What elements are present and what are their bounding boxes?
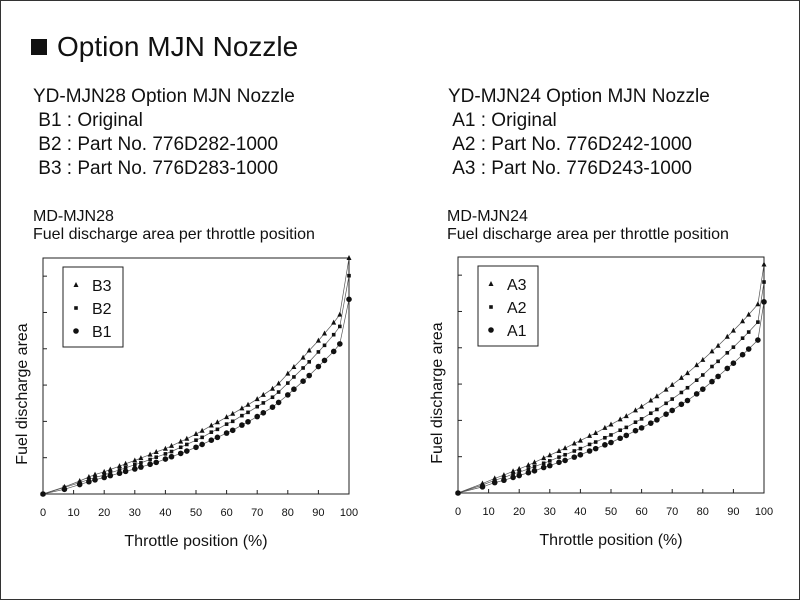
right-point-A3 <box>725 334 730 339</box>
left-point-B3 <box>239 405 244 410</box>
left-point-B2 <box>240 414 244 418</box>
right-point-A1 <box>700 386 706 392</box>
left-line-b1: B1 : Original <box>33 110 143 131</box>
left-point-B1 <box>224 430 230 436</box>
left-point-B1 <box>209 437 215 443</box>
left-point-B1 <box>239 422 245 428</box>
left-point-B1 <box>62 486 68 492</box>
right-legend-marker-A1 <box>488 327 494 333</box>
right-point-A3 <box>664 387 669 392</box>
left-point-B2 <box>170 450 174 454</box>
left-point-B1 <box>199 442 205 448</box>
left-point-B1 <box>322 358 328 364</box>
right-point-A2 <box>640 417 644 421</box>
right-point-A3 <box>593 430 598 435</box>
left-legend-label-B2: B2 <box>92 301 112 318</box>
right-point-A2 <box>542 461 546 465</box>
right-point-A1 <box>694 391 700 397</box>
right-point-A1 <box>724 366 730 372</box>
left-point-B2 <box>139 461 143 465</box>
right-point-A1 <box>648 420 654 426</box>
right-legend-marker-A2 <box>489 305 493 309</box>
left-point-B2 <box>338 325 342 329</box>
right-point-A3 <box>755 301 760 306</box>
right-point-A3 <box>716 343 721 348</box>
right-point-A2 <box>618 428 622 432</box>
left-point-B1 <box>230 427 236 433</box>
right-point-A2 <box>670 397 674 401</box>
left-point-B1 <box>178 451 184 457</box>
right-point-A2 <box>732 345 736 349</box>
left-point-B3 <box>261 392 266 397</box>
right-x-tick-label: 10 <box>482 506 495 518</box>
left-point-B2 <box>200 436 204 440</box>
right-chart-subtitle: Fuel discharge area per throttle position <box>447 226 729 243</box>
left-point-B2 <box>347 274 351 278</box>
left-point-B2 <box>210 430 214 434</box>
right-point-A1 <box>480 484 486 490</box>
left-point-B2 <box>271 395 275 399</box>
right-point-A2 <box>588 443 592 447</box>
left-point-B2 <box>164 452 168 456</box>
right-point-A3 <box>762 262 767 267</box>
left-point-B1 <box>92 477 98 483</box>
right-point-A2 <box>680 391 684 395</box>
right-point-A1 <box>516 473 522 479</box>
right-x-tick-label: 50 <box>604 506 618 518</box>
right-x-tick-label: 100 <box>754 506 774 518</box>
right-point-A3 <box>624 413 629 418</box>
left-x-tick-label: 0 <box>39 507 47 519</box>
left-point-B2 <box>231 420 235 424</box>
right-point-A3 <box>633 407 638 412</box>
right-heading: YD-MJN24 Option MJN Nozzle <box>448 86 710 107</box>
left-x-tick-label: 20 <box>98 507 111 519</box>
left-point-B1 <box>316 364 322 370</box>
left-x-tick-label: 70 <box>251 507 264 519</box>
left-legend-label-B3: B3 <box>92 278 112 295</box>
right-point-A1 <box>633 428 639 434</box>
left-point-B1 <box>101 475 107 481</box>
right-legend-label-A2: A2 <box>507 300 527 317</box>
right-point-A1 <box>587 448 593 454</box>
left-point-B1 <box>123 469 129 475</box>
right-point-A2 <box>533 465 537 469</box>
left-point-B2 <box>154 455 158 459</box>
right-point-A1 <box>571 454 577 460</box>
right-point-A2 <box>634 420 638 424</box>
right-point-A1 <box>593 446 599 452</box>
left-point-B1 <box>40 491 46 497</box>
left-point-B1 <box>306 373 312 379</box>
left-point-B2 <box>332 333 336 337</box>
left-chart-subtitle: Fuel discharge area per throttle position <box>33 226 315 243</box>
right-point-A1 <box>526 470 532 476</box>
right-point-A1 <box>685 398 691 404</box>
right-x-axis-label: Throttle position (%) <box>539 532 683 549</box>
right-point-A3 <box>679 375 684 380</box>
right-point-A3 <box>685 370 690 375</box>
left-point-B2 <box>262 401 266 405</box>
left-point-B1 <box>300 378 306 384</box>
page-title-text: Option MJN Nozzle <box>57 31 299 62</box>
left-legend-marker-B1 <box>73 328 79 334</box>
right-point-A2 <box>557 455 561 459</box>
left-legend <box>63 267 123 347</box>
right-point-A1 <box>492 480 498 486</box>
right-chart <box>429 257 773 549</box>
right-point-A1 <box>715 374 721 380</box>
left-point-B3 <box>270 386 275 391</box>
left-heading: YD-MJN28 Option MJN Nozzle <box>33 86 295 107</box>
left-point-B2 <box>301 366 305 370</box>
right-point-A2 <box>579 447 583 451</box>
right-point-A1 <box>547 463 553 469</box>
right-x-tick-label: 80 <box>696 506 709 518</box>
right-x-tick-label: 30 <box>543 506 556 518</box>
right-point-A1 <box>709 379 715 385</box>
left-point-B3 <box>215 419 220 424</box>
left-point-B1 <box>270 404 276 410</box>
right-point-A1 <box>455 490 461 496</box>
right-point-A3 <box>602 425 607 430</box>
left-point-B1 <box>331 349 337 355</box>
right-x-tick-label: 40 <box>574 506 587 518</box>
left-point-B1 <box>261 410 267 416</box>
right-point-A3 <box>609 422 614 427</box>
left-point-B1 <box>153 460 159 466</box>
right-point-A2 <box>572 449 576 453</box>
left-point-B2 <box>185 443 189 447</box>
left-x-axis-label: Throttle position (%) <box>124 533 268 550</box>
right-point-A3 <box>639 404 644 409</box>
left-x-tick-label: 90 <box>312 507 325 519</box>
right-point-A1 <box>639 425 645 431</box>
left-point-B2 <box>286 381 290 385</box>
right-point-A3 <box>694 362 699 367</box>
left-x-tick-label: 40 <box>159 507 172 519</box>
right-point-A2 <box>609 433 613 437</box>
right-point-A3 <box>670 382 675 387</box>
left-point-B2 <box>216 428 220 432</box>
charts-canvas <box>1 1 799 599</box>
left-point-B3 <box>255 396 260 401</box>
left-point-B3 <box>194 431 199 436</box>
right-point-A2 <box>756 320 760 324</box>
left-point-B2 <box>277 390 281 394</box>
left-point-B2 <box>323 344 327 348</box>
left-point-B1 <box>138 464 144 470</box>
left-x-tick-label: 60 <box>220 507 233 519</box>
right-x-tick-label: 60 <box>635 506 648 518</box>
left-point-B1 <box>77 482 83 488</box>
right-legend <box>478 266 538 346</box>
right-point-A1 <box>556 460 562 466</box>
right-point-A1 <box>562 458 568 464</box>
right-point-A1 <box>501 477 507 483</box>
left-x-tick-label: 30 <box>128 507 141 519</box>
right-point-A1 <box>532 468 538 474</box>
right-x-tick-label: 20 <box>513 506 526 518</box>
left-point-B2 <box>307 360 311 364</box>
left-point-B2 <box>255 405 259 409</box>
left-point-B1 <box>108 473 114 479</box>
right-point-A1 <box>578 452 584 458</box>
left-point-B1 <box>147 461 153 467</box>
left-chart-title: MD-MJN28 <box>33 208 114 225</box>
right-point-A2 <box>563 453 567 457</box>
left-point-B1 <box>291 386 297 392</box>
right-point-A1 <box>608 440 614 446</box>
left-point-B1 <box>254 414 260 420</box>
right-point-A3 <box>709 348 714 353</box>
left-x-tick-label: 80 <box>281 507 294 519</box>
right-point-A1 <box>669 408 675 414</box>
right-x-tick-label: 0 <box>454 506 462 518</box>
right-point-A2 <box>603 436 607 440</box>
right-y-axis-label: Fuel discharge area <box>429 322 446 464</box>
left-point-B3 <box>246 402 251 407</box>
right-point-A3 <box>578 438 583 443</box>
right-point-A1 <box>746 346 752 352</box>
right-point-A2 <box>625 426 629 430</box>
right-point-A2 <box>710 365 714 369</box>
right-point-A1 <box>654 417 660 423</box>
left-point-B2 <box>133 463 137 467</box>
left-point-B3 <box>209 423 214 428</box>
left-point-B3 <box>224 414 229 419</box>
right-point-A1 <box>602 442 608 448</box>
left-point-B1 <box>245 419 251 425</box>
left-point-B2 <box>225 422 229 426</box>
right-point-A2 <box>548 459 552 463</box>
right-point-A1 <box>617 435 623 441</box>
left-x-tick-label: 50 <box>189 507 203 519</box>
right-point-A2 <box>741 336 745 340</box>
right-point-A2 <box>594 440 598 444</box>
left-point-B2 <box>179 445 183 449</box>
left-point-B1 <box>117 470 123 476</box>
left-point-B2 <box>194 438 198 442</box>
right-point-A1 <box>740 352 746 358</box>
right-point-A2 <box>695 378 699 382</box>
right-point-A3 <box>648 397 653 402</box>
left-chart <box>14 255 358 550</box>
left-point-B2 <box>317 350 321 354</box>
right-chart-title: MD-MJN24 <box>447 208 528 225</box>
left-legend-marker-B2 <box>74 306 78 310</box>
left-line-b3: B3 : Part No. 776D283-1000 <box>33 158 279 179</box>
right-point-A3 <box>618 416 623 421</box>
left-point-B1 <box>346 297 352 303</box>
right-point-A1 <box>510 475 516 481</box>
right-point-A2 <box>649 411 653 415</box>
right-point-A1 <box>541 465 547 471</box>
right-point-A1 <box>663 411 669 417</box>
left-point-B2 <box>246 411 250 415</box>
right-point-A2 <box>747 330 751 334</box>
right-point-A2 <box>716 360 720 364</box>
left-point-B2 <box>148 458 152 462</box>
right-legend-label-A3: A3 <box>507 277 527 294</box>
left-point-B1 <box>169 454 175 460</box>
right-line-a1: A1 : Original <box>448 110 557 131</box>
right-point-A3 <box>700 357 705 362</box>
right-line-a2: A2 : Part No. 776D242-1000 <box>448 134 692 155</box>
right-point-A2 <box>701 373 705 377</box>
right-point-A2 <box>686 386 690 390</box>
left-point-B1 <box>276 400 282 406</box>
left-point-B1 <box>285 392 291 398</box>
right-x-tick-label: 90 <box>727 506 740 518</box>
right-point-A2 <box>664 402 668 406</box>
right-point-A2 <box>725 351 729 355</box>
left-point-B1 <box>132 466 138 472</box>
right-point-A1 <box>731 360 737 366</box>
left-point-B1 <box>193 444 199 450</box>
right-point-A2 <box>655 408 659 412</box>
right-point-A1 <box>624 433 630 439</box>
left-point-B1 <box>86 479 92 485</box>
left-point-B3 <box>200 428 205 433</box>
left-point-B2 <box>292 375 296 379</box>
left-x-tick-label: 100 <box>339 507 359 519</box>
right-legend-label-A1: A1 <box>507 323 527 340</box>
right-point-A1 <box>755 337 761 343</box>
left-y-axis-label: Fuel discharge area <box>14 323 31 465</box>
left-point-B1 <box>163 456 169 462</box>
right-point-A1 <box>761 299 767 305</box>
left-point-B1 <box>215 435 221 441</box>
left-point-B1 <box>337 341 343 347</box>
left-point-B3 <box>230 411 235 416</box>
right-point-A1 <box>679 401 685 407</box>
right-x-tick-label: 70 <box>666 506 679 518</box>
left-line-b2: B2 : Part No. 776D282-1000 <box>33 134 279 155</box>
left-point-B1 <box>184 448 190 454</box>
right-point-A2 <box>762 280 766 284</box>
left-x-tick-label: 10 <box>67 507 80 519</box>
left-legend-label-B1: B1 <box>92 324 112 341</box>
right-line-a3: A3 : Part No. 776D243-1000 <box>448 158 692 179</box>
right-point-A3 <box>654 393 659 398</box>
